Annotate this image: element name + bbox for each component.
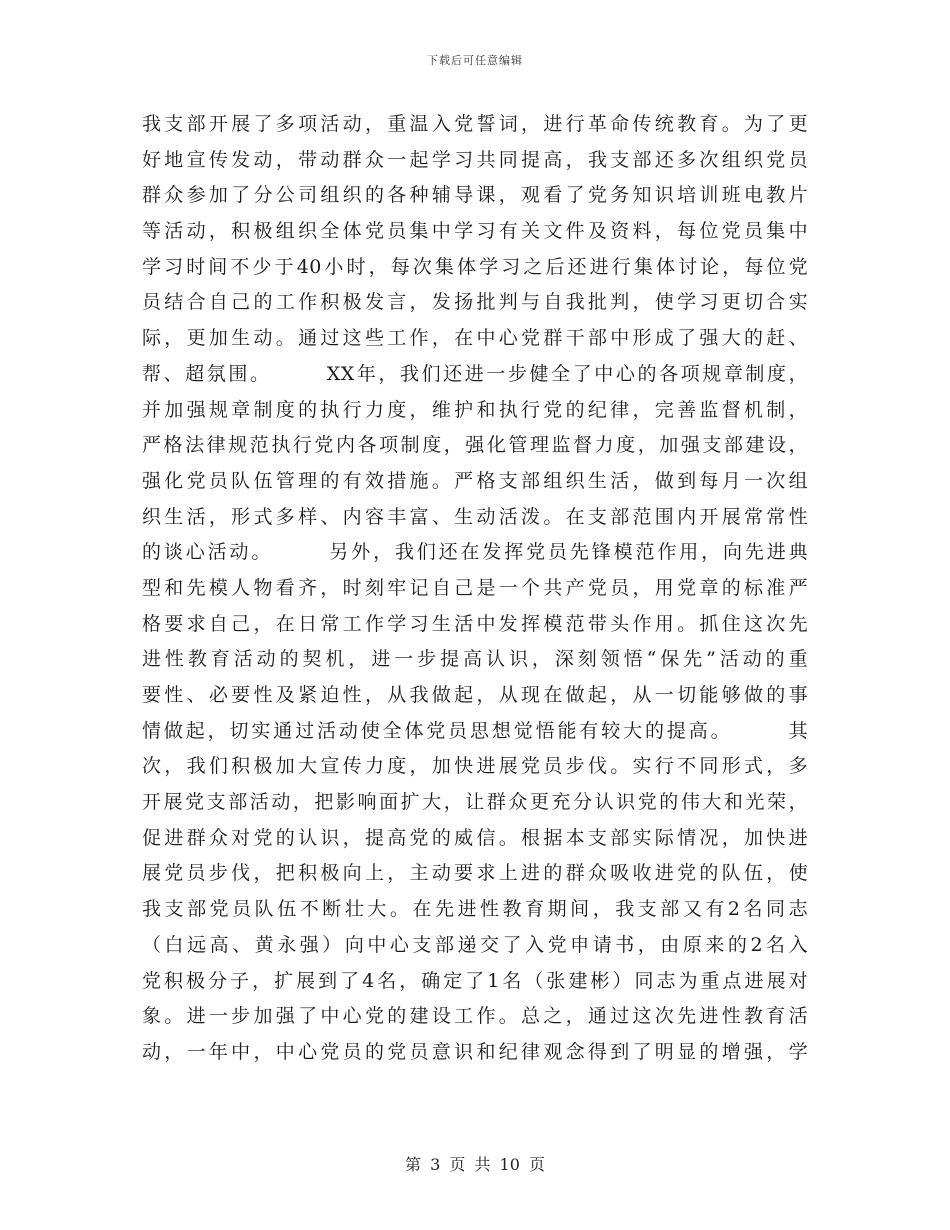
body-line: 型和先模人物看齐，时刻牢记自己是一个共产党员，用党章的标准严 [142,576,808,599]
page-number-footer: 第 3 页 共 10 页 [405,1155,545,1174]
body-line: 促进群众对党的认识，提高党的威信。根据本支部实际情况，加快进 [142,826,808,849]
body-line: 动，一年中，中心党员的党员意识和纪律观念得到了明显的增强，学 [142,1040,808,1063]
body-line: 次，我们积极加大宣传力度，加快进展党员步伐。实行不同形式，多 [142,755,808,778]
body-line: 我支部开展了多项活动，重温入党誓词，进行革命传统教育。为了更 [142,113,808,135]
body-line: 并加强规章制度的执行力度，维护和执行党的纪律，完善监督机制， [142,398,808,421]
body-line: 学习时间不少于40小时，每次集体学习之后还进行集体讨论，每位党 [142,255,808,278]
body-line: 员结合自己的工作积极发言，发扬批判与自我批判，使学习更切合实 [142,291,808,314]
body-line: 帮、超氛围。 XX年，我们还进一步健全了中心的各项规章制度， [142,362,808,385]
body-line: 格要求自己，在日常工作学习生活中发挥模范带头作用。抓住这次先 [142,612,808,635]
body-line: 展党员步伐，把积极向上，主动要求上进的群众吸收进党的队伍，使 [142,862,808,885]
body-line: 织生活，形式多样、内容丰富、生动活泼。在支部范围内开展常常性 [142,505,808,528]
document-body [142,107,808,1071]
body-line: 等活动，积极组织全体党员集中学习有关文件及资料，每位党员集中 [142,220,808,243]
body-line: 好地宣传发动，带动群众一起学习共同提高，我支部还多次组织党员 [142,148,808,171]
body-line: 情做起，切实通过活动使全体党员思想觉悟能有较大的提高。 其 [142,719,808,742]
body-line: 我支部党员队伍不断壮大。在先进性教育期间，我支部又有2名同志 [142,898,808,921]
body-line: （白远高、黄永强）向中心支部递交了入党申请书，由原来的2名入 [142,933,808,956]
body-line: 象。进一步加强了中心党的建设工作。总之，通过这次先进性教育活 [142,1005,808,1028]
body-line: 强化党员队伍管理的有效措施。严格支部组织生活，做到每月一次组 [142,469,808,492]
body-line: 要性、必要性及紧迫性，从我做起，从现在做起，从一切能够做的事 [142,684,808,706]
body-line: 的谈心活动。 另外，我们还在发挥党员先锋模范作用，向先进典 [142,541,808,564]
page-header: 下载后可任意编辑 [427,54,523,67]
body-line: 群众参加了分公司组织的各种辅导课，观看了党务知识培训班电教片 [142,184,808,207]
body-line: 党积极分子，扩展到了4名，确定了1名（张建彬）同志为重点进展对 [142,969,808,992]
body-line: 严格法律规范执行党内各项制度，强化管理监督力度，加强支部建设， [142,434,808,457]
body-line: 际，更加生动。通过这些工作，在中心党群干部中形成了强大的赶、 [142,327,808,350]
body-line: 开展党支部活动，把影响面扩大，让群众更充分认识党的伟大和光荣， [142,791,808,814]
body-line: 进性教育活动的契机，进一步提高认识，深刻领悟“保先”活动的重 [142,648,808,671]
